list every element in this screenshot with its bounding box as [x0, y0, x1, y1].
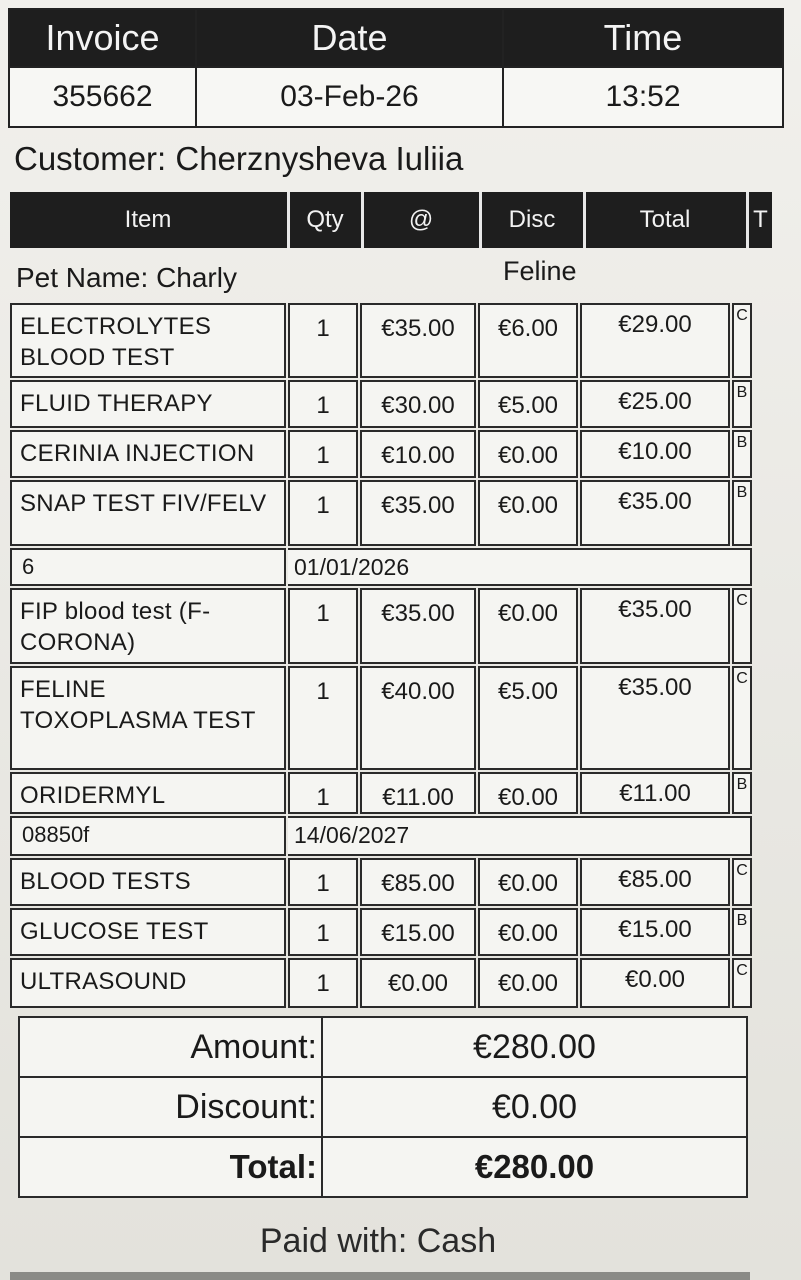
item-tax-code: C [732, 303, 752, 378]
item-total: €35.00 [580, 588, 730, 664]
item-qty: 1 [288, 303, 358, 378]
col-disc: Disc [508, 206, 556, 233]
item-qty: 1 [288, 958, 358, 1008]
pet-species: Feline [503, 256, 577, 286]
invoice-date: 03-Feb-26 [196, 67, 503, 127]
discount-label: Discount: [19, 1077, 322, 1137]
item-qty: 1 [288, 858, 358, 906]
discount-value: €0.00 [322, 1077, 747, 1137]
col-tax: T [753, 206, 768, 233]
amount-value: €280.00 [322, 1017, 747, 1077]
pet-name-line [16, 262, 237, 294]
item-tax-code: C [732, 588, 752, 664]
item-total: €15.00 [580, 908, 730, 956]
item-discount: €6.00 [478, 303, 578, 378]
item-name: FIP blood test (F-CORONA) [10, 588, 286, 664]
pet-name: Charly [156, 262, 237, 293]
batch-note: 6 [10, 548, 286, 586]
col-item: Item [124, 206, 172, 233]
invoice-header-table [8, 8, 784, 128]
amount-label: Amount: [19, 1017, 322, 1077]
table-row [10, 588, 752, 664]
item-discount: €0.00 [478, 430, 578, 478]
totals-table [18, 1016, 748, 1198]
item-name: SNAP TEST FIV/FELV [10, 480, 286, 546]
item-discount: €0.00 [478, 958, 578, 1008]
item-name: FLUID THERAPY [10, 380, 286, 428]
customer-name: Customer: Cherznysheva Iuliia [14, 140, 464, 177]
payment-method: Paid with: Cash [259, 1222, 497, 1260]
item-total: €35.00 [580, 480, 730, 546]
item-name: BLOOD TESTS [10, 858, 286, 906]
item-total: €35.00 [580, 666, 730, 770]
item-unit-price: €15.00 [360, 908, 476, 956]
item-total: €0.00 [580, 958, 730, 1008]
item-total: €10.00 [580, 430, 730, 478]
item-name: FELINE TOXOPLASMA TEST [10, 666, 286, 770]
invoice-label: Invoice [9, 9, 196, 67]
note-row [10, 548, 752, 586]
item-qty: 1 [288, 908, 358, 956]
table-row [10, 666, 752, 770]
item-total: €11.00 [580, 772, 730, 814]
item-tax-code: C [732, 958, 752, 1008]
table-row [10, 303, 752, 378]
item-discount: €0.00 [478, 772, 578, 814]
item-name: ELECTROLYTES BLOOD TEST [10, 303, 286, 378]
item-unit-price: €35.00 [360, 480, 476, 546]
table-row [10, 772, 752, 814]
table-row [10, 480, 752, 546]
item-discount: €5.00 [478, 666, 578, 770]
item-unit-price: €10.00 [360, 430, 476, 478]
item-discount: €0.00 [478, 908, 578, 956]
expiry-date: 01/01/2026 [288, 548, 752, 586]
item-qty: 1 [288, 430, 358, 478]
total-label: Total: [19, 1137, 322, 1197]
total-value: €280.00 [322, 1137, 747, 1197]
table-row [10, 430, 752, 478]
item-tax-code: B [732, 908, 752, 956]
item-tax-code: B [732, 772, 752, 814]
column-header-bar [10, 192, 772, 248]
item-tax-code: C [732, 858, 752, 906]
item-unit-price: €30.00 [360, 380, 476, 428]
invoice-number: 355662 [9, 67, 196, 127]
item-qty: 1 [288, 588, 358, 664]
batch-note: 08850f [10, 816, 286, 856]
pet-name-label: Pet Name: [16, 262, 149, 293]
item-discount: €0.00 [478, 588, 578, 664]
item-name: CERINIA INJECTION [10, 430, 286, 478]
invoice-time: 13:52 [503, 67, 783, 127]
date-label: Date [196, 9, 503, 67]
item-qty: 1 [288, 480, 358, 546]
note-row [10, 816, 752, 856]
table-row [10, 908, 752, 956]
paper-edge [10, 1272, 750, 1280]
item-total: €25.00 [580, 380, 730, 428]
col-at: @ [408, 206, 434, 233]
item-qty: 1 [288, 380, 358, 428]
item-qty: 1 [288, 772, 358, 814]
item-name: ORIDERMYL [10, 772, 286, 814]
item-name: GLUCOSE TEST [10, 908, 286, 956]
item-discount: €0.00 [478, 858, 578, 906]
item-name: ULTRASOUND [10, 958, 286, 1008]
table-row [10, 958, 752, 1008]
col-qty: Qty [306, 206, 344, 233]
item-total: €29.00 [580, 303, 730, 378]
table-row [10, 858, 752, 906]
item-tax-code: B [732, 380, 752, 428]
item-unit-price: €40.00 [360, 666, 476, 770]
time-label: Time [503, 9, 783, 67]
item-unit-price: €35.00 [360, 588, 476, 664]
item-tax-code: B [732, 430, 752, 478]
item-discount: €5.00 [478, 380, 578, 428]
item-discount: €0.00 [478, 480, 578, 546]
item-unit-price: €85.00 [360, 858, 476, 906]
col-total: Total [639, 206, 691, 233]
item-qty: 1 [288, 666, 358, 770]
item-tax-code: B [732, 480, 752, 546]
item-unit-price: €35.00 [360, 303, 476, 378]
item-unit-price: €0.00 [360, 958, 476, 1008]
item-total: €85.00 [580, 858, 730, 906]
expiry-date: 14/06/2027 [288, 816, 752, 856]
table-row [10, 380, 752, 428]
item-unit-price: €11.00 [360, 772, 476, 814]
item-tax-code: C [732, 666, 752, 770]
